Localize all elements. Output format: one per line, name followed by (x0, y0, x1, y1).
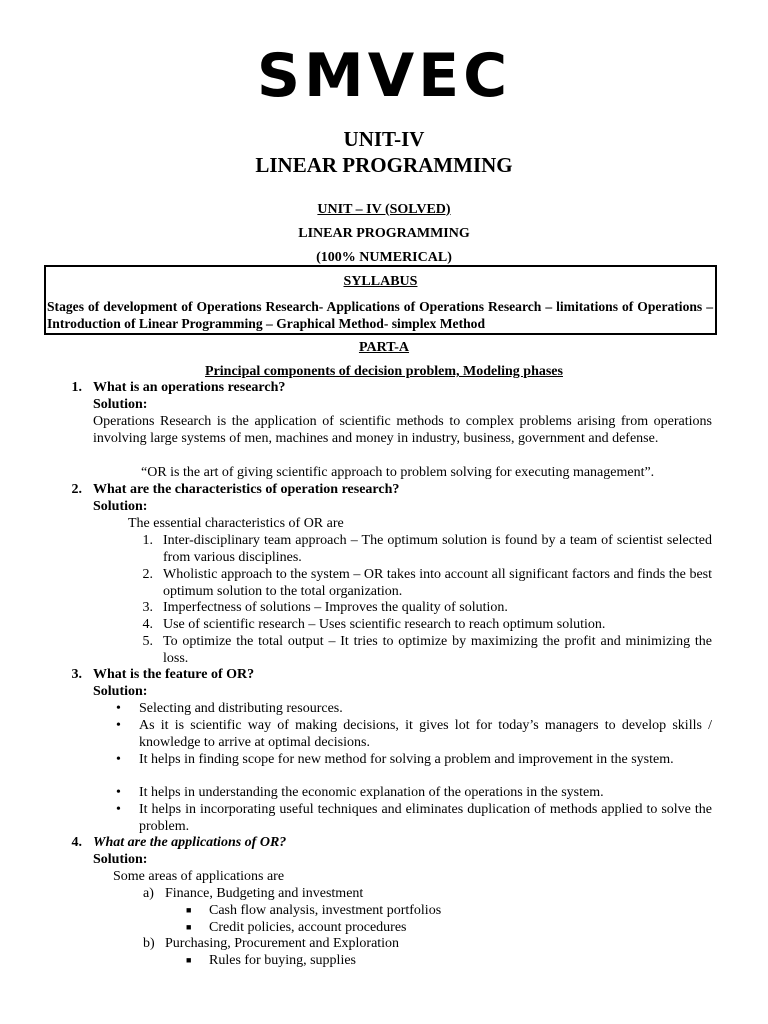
syllabus-box (44, 265, 717, 335)
q2-item: To optimize the total output – It tries to optimize by maximizing the profit and minimizing the loss. (163, 634, 712, 666)
subject-title: LINEAR PROGRAMMING (255, 153, 513, 177)
q4-area-item: Rules for buying, supplies (209, 953, 356, 968)
q3-bullet: As it is scientific way of making decisions, it gives lot for today’s managers to develop skills / knowledge to arrive at optimal decisions. (139, 718, 712, 750)
q3-bullet: Selecting and distributing resources. (139, 701, 343, 716)
q2-item-number: 1. (142, 533, 153, 548)
q3-number: 3. (71, 667, 82, 682)
q1-number: 1. (71, 380, 82, 395)
q4-area-letter: b) (143, 936, 155, 951)
syllabus-heading: SYLLABUS (343, 274, 418, 289)
q2-item: Imperfectness of solutions – Improves the quality of solution. (163, 600, 508, 615)
q3-bullet: It helps in incorporating useful techniques and eliminates duplication of methods applied to solve the problem. (139, 802, 712, 834)
q3-bullet: It helps in understanding the economic explanation of the operations in the system. (139, 785, 604, 800)
q3-question: What is the feature of OR? (93, 667, 255, 682)
q1-solution-label: Solution: (93, 397, 148, 412)
q2-item-number: 3. (142, 600, 153, 615)
q4-intro: Some areas of applications are (113, 869, 285, 884)
q4-question: What are the applications of OR? (93, 835, 287, 850)
q4-solution-label: Solution: (93, 852, 148, 867)
disc-bullet-icon: • (116, 701, 121, 716)
part-a-heading: PART-A (358, 340, 410, 355)
q4-area-item: Credit policies, account procedures (209, 920, 407, 935)
q4-number: 4. (71, 835, 82, 850)
square-bullet-icon: ■ (186, 905, 192, 915)
q2-item-number: 2. (142, 567, 153, 582)
disc-bullet-icon: • (116, 785, 121, 800)
part-a-subheading: Principal components of decision problem, Modeling phases (205, 364, 563, 379)
logo-smvec: SMVEC (256, 41, 512, 111)
disc-bullet-icon: • (116, 802, 121, 817)
q1-answer: Operations Research is the application of scientific methods to complex problems arising from operations involving large systems of men, machines and money in industry, business, government and defense. (93, 414, 712, 446)
unit-solved-heading: UNIT – IV (SOLVED) (317, 202, 451, 217)
q2-item: Inter-disciplinary team approach – The optimum solution is found by a team of scientist selected from various disciplines. (163, 533, 712, 565)
q2-solution-label: Solution: (93, 499, 148, 514)
syllabus-text: Stages of development of Operations Research- Applications of Operations Research – limitations of Operations – Introduction of Linear Programming – Graphical Method- simplex Method (47, 299, 713, 331)
q2-intro: The essential characteristics of OR are (128, 516, 344, 531)
unit-title: UNIT-IV (343, 127, 425, 151)
q4-area-item: Cash flow analysis, investment portfolios (209, 903, 442, 918)
lp-heading: LINEAR PROGRAMMING (298, 226, 470, 241)
q3-solution-label: Solution: (93, 684, 148, 699)
q1-question: What is an operations research? (93, 380, 286, 395)
q4-area-letter: a) (143, 886, 154, 901)
square-bullet-icon: ■ (186, 955, 192, 965)
q2-item: Wholistic approach to the system – OR takes into account all significant factors and finds the best optimum solution to the total organization. (163, 567, 712, 599)
disc-bullet-icon: • (116, 752, 121, 767)
q1-quote: “OR is the art of giving scientific approach to problem solving for executing management”. (141, 465, 655, 480)
q4-area-name: Finance, Budgeting and investment (165, 886, 364, 901)
q2-number: 2. (71, 482, 82, 497)
square-bullet-icon: ■ (186, 922, 192, 932)
disc-bullet-icon: • (116, 718, 121, 733)
q2-question: What are the characteristics of operation research? (93, 482, 400, 497)
q2-item-number: 4. (142, 617, 153, 632)
q2-item-number: 5. (142, 634, 153, 649)
q2-item: Use of scientific research – Uses scientific research to reach optimum solution. (163, 617, 606, 632)
numerical-heading: (100% NUMERICAL) (316, 250, 452, 265)
q4-area-name: Purchasing, Procurement and Exploration (165, 936, 400, 951)
q3-bullet: It helps in finding scope for new method for solving a problem and improvement in the system. (139, 752, 674, 767)
